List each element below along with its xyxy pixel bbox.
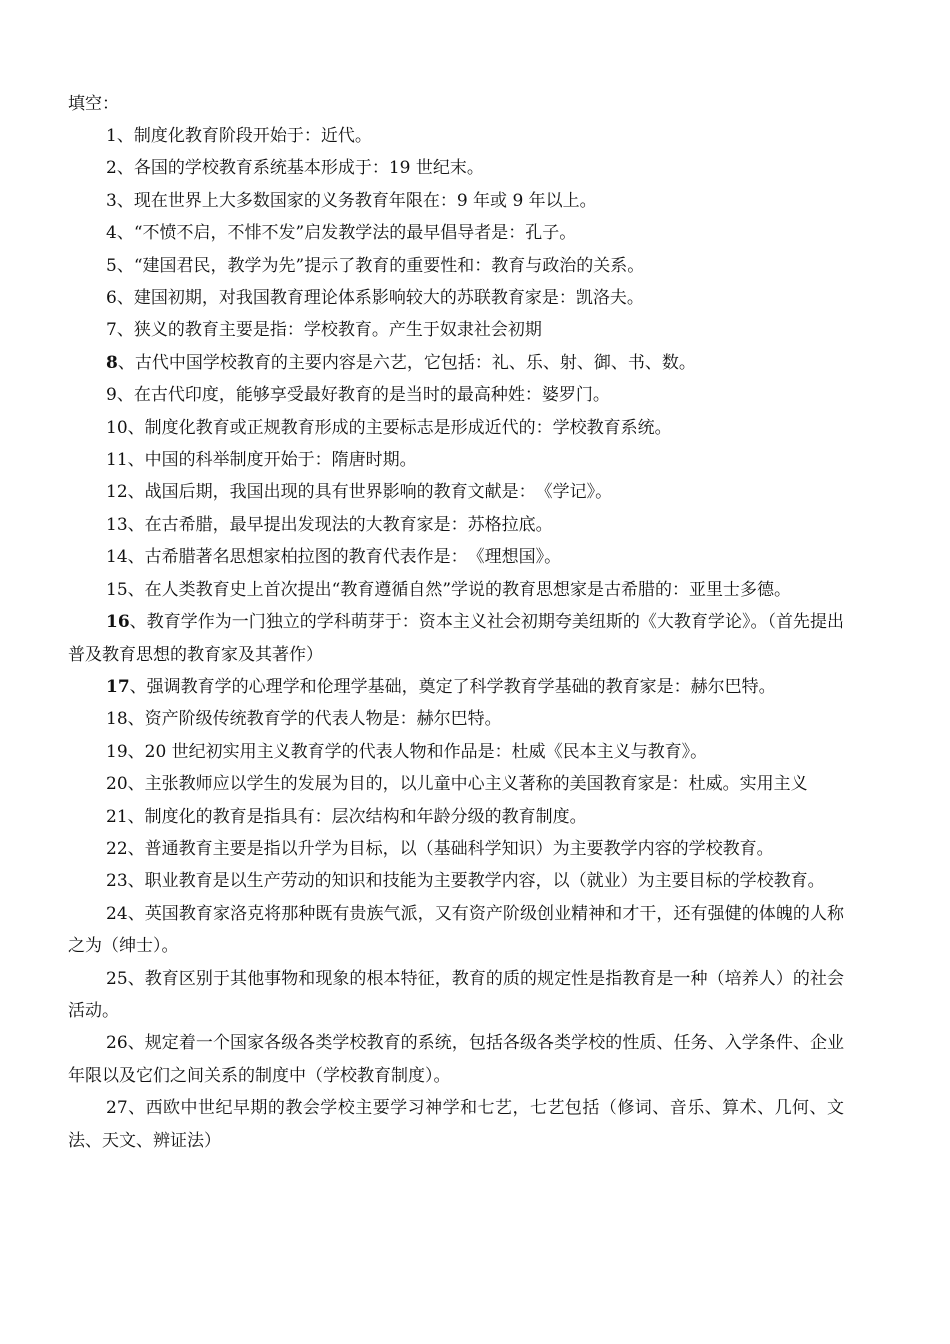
item-text: 、“建国君民，教学为先”提示了教育的重要性和：教育与政治的关系。 [116, 255, 645, 276]
list-item [68, 476, 844, 508]
item-number: 8 [106, 352, 118, 373]
question-list [68, 120, 844, 1157]
item-text: 、建国初期，对我国教育理论体系影响较大的苏联教育家是：凯洛夫。 [116, 288, 644, 309]
item-text: 、现在世界上大多数国家的义务教育年限在：9 年或 9 年以上。 [116, 190, 597, 211]
list-item [68, 509, 844, 541]
item-text: 、教育学作为一门独立的学科萌芽于：资本主义社会初期夸美纽斯的《大教育学论》。（首先提出普及教育思想的教育家及其著作） [68, 612, 844, 665]
item-number: 3 [106, 190, 117, 211]
item-number: 9 [106, 385, 117, 406]
list-item [68, 1092, 844, 1157]
item-text: 、普通教育主要是指以升学为目标，以（基础科学知识）为主要教学内容的学校教育。 [127, 838, 774, 859]
list-item [68, 963, 844, 1028]
list-item [68, 833, 844, 865]
item-number: 5 [106, 255, 117, 276]
item-text: 、中国的科举制度开始于：隋唐时期。 [127, 450, 417, 471]
document-page [68, 88, 844, 1157]
list-item [68, 703, 844, 735]
item-number: 23 [106, 871, 128, 892]
item-number: 20 [106, 774, 128, 795]
list-item [68, 1027, 844, 1092]
list-item [68, 865, 844, 897]
item-number: 17 [106, 676, 130, 697]
item-number: 18 [106, 709, 128, 730]
item-number: 7 [106, 320, 117, 341]
item-number: 6 [106, 288, 117, 309]
list-item [68, 412, 844, 444]
item-text: 、在古希腊，最早提出发现法的大教育家是：苏格拉底。 [127, 514, 553, 535]
item-text: 、强调教育学的心理学和伦理学基础，奠定了科学教育学基础的教育家是：赫尔巴特。 [129, 676, 776, 697]
item-text: 、西欧中世纪早期的教会学校主要学习神学和七艺，七艺包括（修词、音乐、算术、几何、文法、天文、辨证法） [68, 1098, 844, 1151]
item-number: 15 [106, 579, 128, 600]
list-item [68, 152, 844, 184]
item-number: 1 [106, 126, 117, 146]
item-text: 、狭义的教育主要是指：学校教育。产生于奴隶社会初期 [116, 320, 542, 341]
item-text: 、“不愤不启，不悱不发”启发教学法的最早倡导者是：孔子。 [116, 223, 577, 244]
item-number: 21 [106, 806, 128, 827]
list-item [68, 314, 844, 346]
item-number: 4 [106, 223, 117, 244]
list-item [68, 541, 844, 573]
list-item [68, 250, 844, 282]
list-item [68, 574, 844, 606]
list-item [68, 606, 844, 671]
item-text: 、在人类教育史上首次提出“教育遵循自然”学说的教育思想家是古希腊的：亚里士多德。 [127, 579, 792, 600]
item-number: 16 [106, 612, 130, 633]
item-text: 、20 世纪初实用主义教育学的代表人物和作品是：杜威《民本主义与教育》。 [127, 741, 708, 762]
item-text: 、古希腊著名思想家柏拉图的教育代表作是： 《理想国》。 [127, 547, 562, 568]
item-text: 、主张教师应以学生的发展为目的，以儿童中心主义著称的美国教育家是：杜威。实用主义 [127, 774, 808, 795]
item-number: 12 [106, 482, 128, 503]
item-text: 、古代中国学校教育的主要内容是六艺，它包括：礼、乐、射、御、书、数。 [117, 352, 696, 373]
item-text: 、战国后期，我国出现的具有世界影响的教育文献是： 《学记》。 [127, 482, 613, 503]
list-item [68, 671, 844, 703]
list-item [68, 768, 844, 800]
item-text: 、资产阶级传统教育学的代表人物是：赫尔巴特。 [127, 709, 502, 730]
list-item [68, 282, 844, 314]
item-number: 24 [106, 903, 128, 924]
list-item [68, 347, 844, 379]
item-number: 27 [106, 1098, 128, 1119]
item-number: 2 [106, 158, 117, 179]
item-number: 14 [106, 547, 128, 568]
item-text: 、各国的学校教育系统基本形成于：19 世纪末。 [116, 158, 484, 179]
item-number: 11 [106, 450, 128, 471]
item-number: 25 [106, 968, 128, 989]
list-item [68, 444, 844, 476]
item-text: 、英国教育家洛克将那种既有贵族气派，又有资产阶级创业精神和才干，还有强健的体魄的人称之为（绅士）。 [68, 903, 844, 957]
item-text: 、在古代印度，能够享受最好教育的是当时的最高种姓：婆罗门。 [116, 385, 610, 406]
item-text: 、职业教育是以生产劳动的知识和技能为主要教学内容，以（就业）为主要目标的学校教育。 [127, 871, 825, 892]
item-number: 10 [106, 417, 128, 438]
item-text: 、制度化教育阶段开始于：近代。 [116, 126, 372, 146]
section-heading: 填空： [68, 94, 119, 114]
item-number: 22 [106, 838, 128, 859]
item-text: 、教育区别于其他事物和现象的根本特征，教育的质的规定性是指教育是一种（培养人）的社会活动。 [68, 968, 844, 1021]
item-text: 、制度化的教育是指具有：层次结构和年龄分级的教育制度。 [127, 806, 587, 827]
item-text: 、制度化教育或正规教育形成的主要标志是形成近代的：学校教育系统。 [127, 417, 672, 438]
list-item [68, 736, 844, 768]
list-item [68, 217, 844, 249]
item-number: 19 [106, 741, 128, 762]
list-item [68, 120, 844, 152]
list-item [68, 801, 844, 833]
item-number: 26 [106, 1033, 128, 1054]
list-item [68, 185, 844, 217]
list-item [68, 898, 844, 963]
item-number: 13 [106, 514, 128, 535]
item-text: 、规定着一个国家各级各类学校教育的系统，包括各级各类学校的性质、任务、入学条件、企业年限以及它们之间关系的制度中（学校教育制度）。 [68, 1033, 844, 1086]
list-item [68, 379, 844, 411]
